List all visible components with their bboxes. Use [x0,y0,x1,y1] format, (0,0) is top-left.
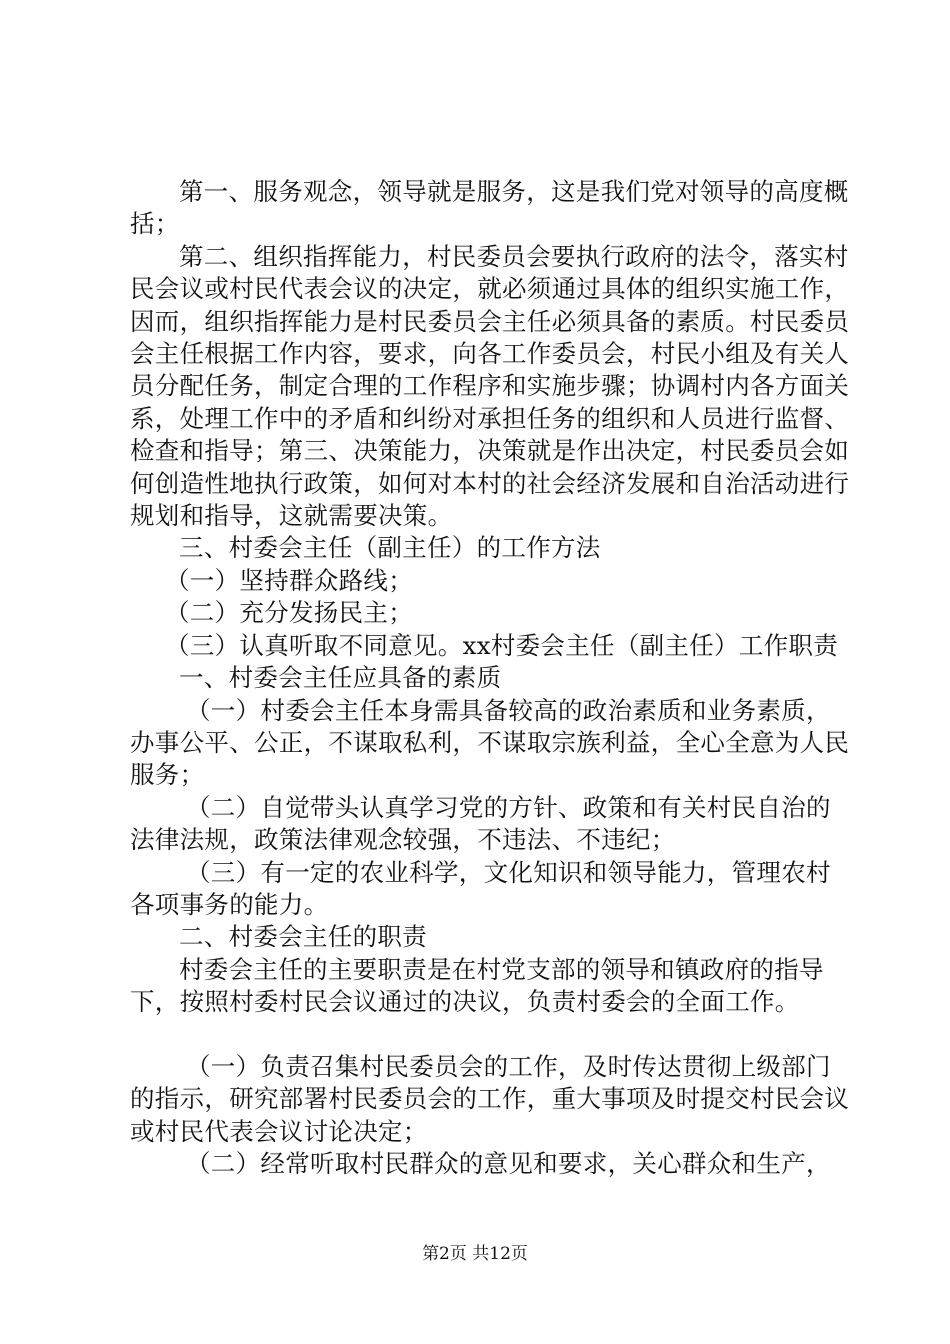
blank-line [130,1019,850,1051]
list-item-study-policy: （二）自觉带头认真学习党的方针、政策和有关村民自治的法律法规，政策法律观念较强，不违法、不违纪； [130,792,831,855]
page-number-footer: 第2页 共12页 [422,1244,528,1264]
list-item-convene-committee: （一）负责召集村民委员会的工作，及时传达贯彻上级部门的指示，研究部署村民委员会的工作，重大事项及时提交村民会议或村民代表会议讨论决定； [130,1051,850,1146]
list-item-knowledge: （三）有一定的农业科学，文化知识和领导能力，管理农村各项事务的能力。 [130,857,831,919]
heading-work-methods: 三、村委会主任（副主任）的工作方法 [179,533,601,563]
list-item-democracy: （二）充分发扬民主； [165,598,413,628]
paragraph-service-concept: 第一、服务观念，领导就是服务，这是我们党对领导的高度概括； [130,177,849,239]
list-item-political-quality: （一）村委会主任本身需具备较高的政治素质和业务素质，办事公平、公正，不谋取私利，不谋取宗族利益，全心全意为人民服务； [130,695,850,790]
list-item-listen-opinions: （三）认真听取不同意见。xx村委会主任（副主任）工作职责 [165,630,839,660]
list-item-mass-line: （一）坚持群众路线； [165,565,413,595]
heading-qualities: 一、村委会主任应具备的素质 [179,663,502,693]
document-body [130,176,850,1181]
paragraph-command-ability: 第二、组织指挥能力，村民委员会要执行政府的法令，落实村民会议或村民代表会议的决定，就必须通过具体的组织实施工作，因而，组织指挥能力是村民委员会主任必须具备的素质。村民委员会主任根据工作内容，要求，向各工作委员会，村民小组及有关人员分配任务，制定合理的工作程序和实施步骤；协调村内各方面关系，处理工作中的矛盾和纠纷对承担任务的组织和人员进行监督、检查和指导；第三、决策能力，决策就是作出决定，村民委员会如何创造性地执行政策，如何对本村的社会经济发展和自治活动进行规划和指导，这就需要决策。 [130,241,850,531]
paragraph-main-duties: 村委会主任的主要职责是在村党支部的领导和镇政府的指导下，按照村委村民会议通过的决议，负责村委会的全面工作。 [130,954,824,1017]
list-item-listen-villagers: （二）经常听取村民群众的意见和要求，关心群众和生产， [186,1149,831,1179]
heading-duties: 二、村委会主任的职责 [179,922,427,952]
